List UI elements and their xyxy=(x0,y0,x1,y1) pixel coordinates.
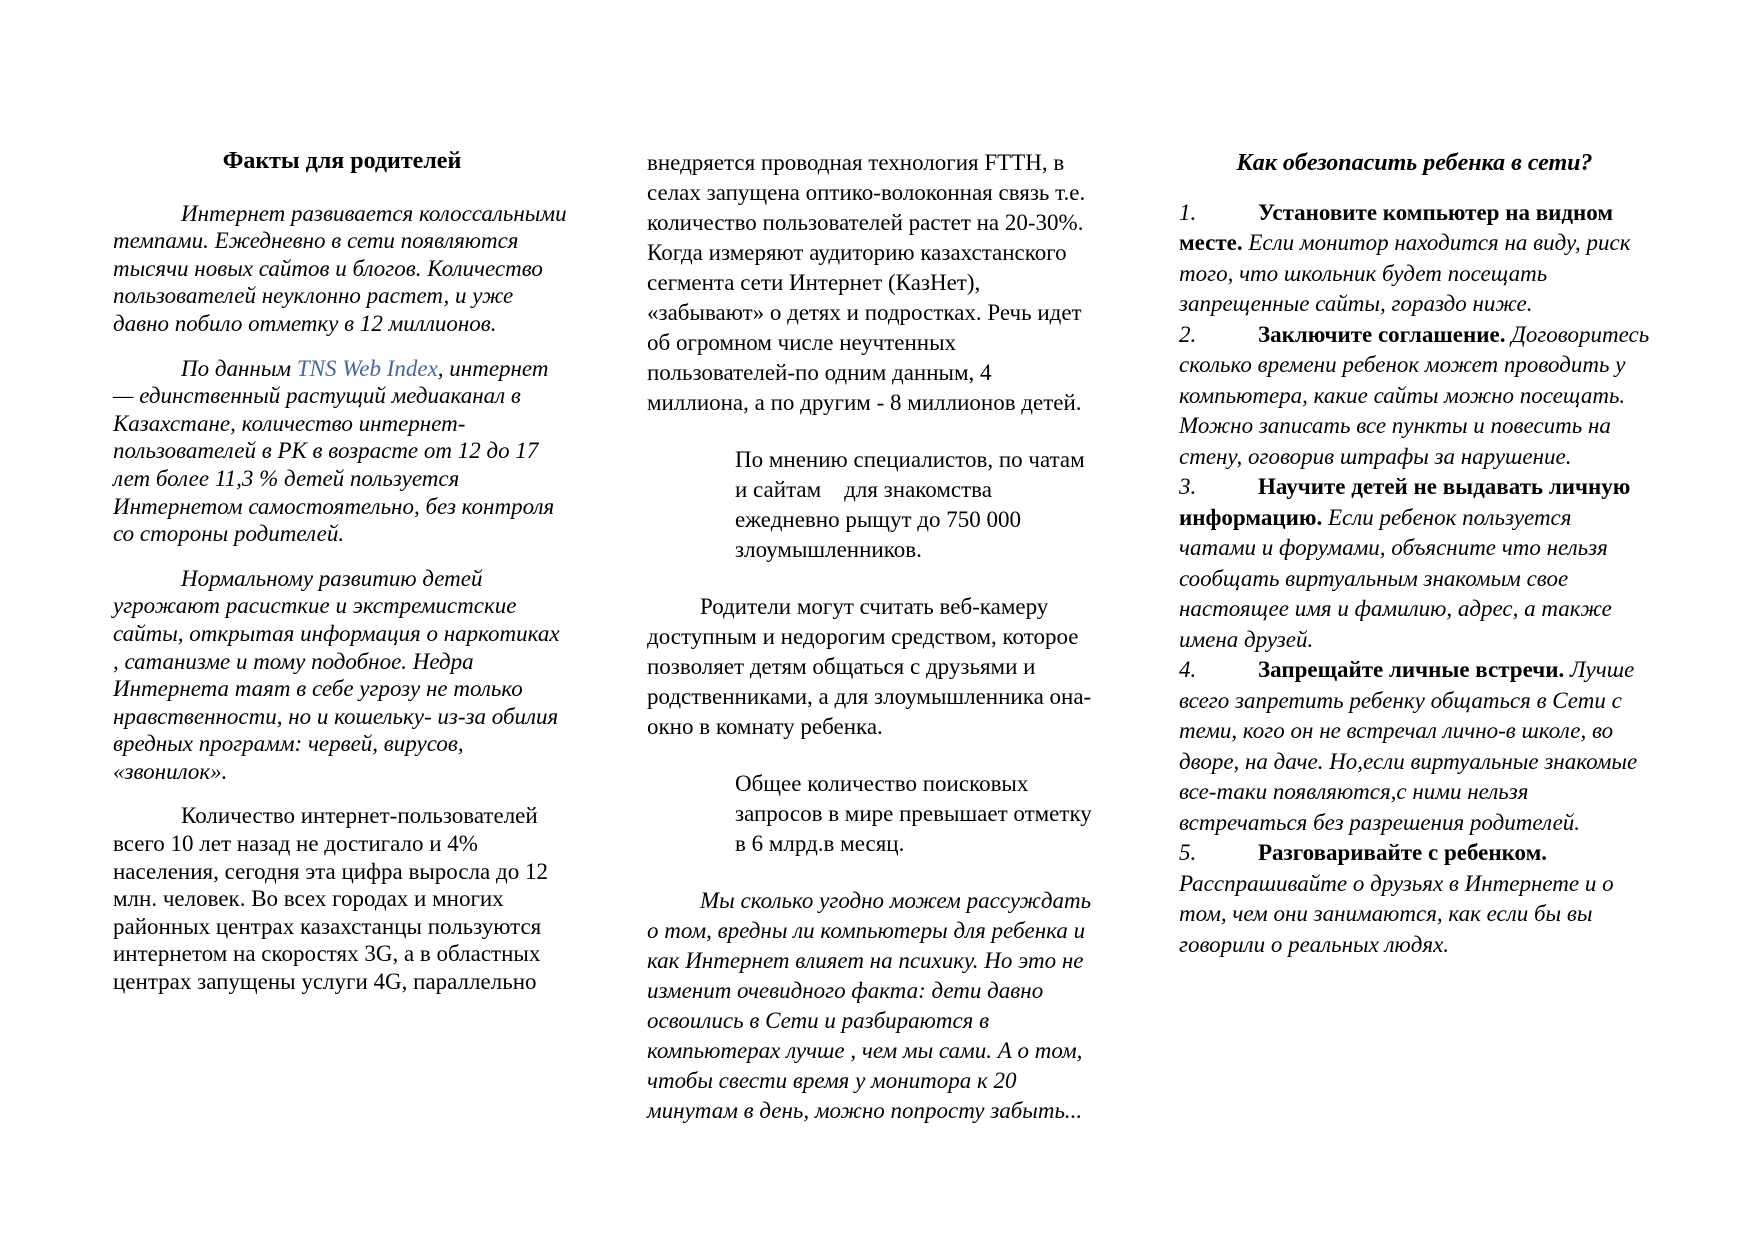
list-item-2 xyxy=(1179,320,1650,473)
item-heading: Установите компьютер на видном месте. xyxy=(1179,199,1613,255)
paragraph-user-count: Количество интернет-пользователей всего 10 лет назад не достигало и 4% населения, сегодня эта цифра выросла до 12 млн. человек. Во всех городах и многих районных центрах казахстанцы пользуются интернетом на скоростях 3G, а в областных центрах запущены услуги 4G, параллельно xyxy=(113,803,548,995)
item-number: 3. xyxy=(1179,474,1197,499)
item-number: 4. xyxy=(1179,657,1197,682)
item-heading: Разговаривайте с ребенком. xyxy=(1258,840,1548,865)
paragraph-ftth-technology: внедряется проводная технология FTTH, в селах запущена оптико-волоконная связь т.е. количество пользователей растет на 20-30%. Когда измеряют аудиторию казахстанского сегмента сети Интернет (КазНет), «забывают» о детях и подростках. Речь идет об огромном числе неучтенных пользователей-по одним данным, 4 миллиона, а по другим - 8 миллионов детей. xyxy=(647,150,1086,415)
paragraph-search-queries: Общее количество поисковых запросов в мире превышает отметку в 6 млрд.в месяц. xyxy=(735,771,1092,856)
paragraph-text-before-link: По данным xyxy=(181,355,297,381)
paragraph-harmful-sites: Нормальному развитию детей угрожают расисткие и экстремистские сайты, открытая информация о наркотиках , сатанизме и тому подобное. Недра Интернета таят в себе угрозу не только нравственности, но и кошельку- из-за обилия вредных программ: червей, вирусов, «звонилок». xyxy=(113,565,560,784)
paragraph-text-after-link: , интернет — единственный растущий медиаканал в Казахстане, количество интернет-пользователей в РК в возрасте от 12 до 17 лет более 11,3 % детей пользуется Интернетом самостоятельно, без контроля со стороны родителей. xyxy=(113,355,555,547)
paragraph-webcam: Родители могут считать веб-камеру доступным и недорогим средством, которое позволяет детям общаться с друзьями и родственниками, а для злоумышленника она- окно в комнату ребенка. xyxy=(647,594,1092,739)
list-item-3 xyxy=(1179,472,1650,655)
item-number: 2. xyxy=(1179,321,1197,347)
paragraph-predators-stat: По мнению специалистов, по чатам и сайтам для знакомства ежедневно рыщут до 750 000 злоумышленников. xyxy=(735,447,1091,562)
item-heading: Запрещайте личные встречи. xyxy=(1258,657,1565,682)
tns-web-index-link[interactable]: TNS Web Index xyxy=(296,355,438,381)
how-to-protect-title: Как обезопасить ребенка в сети? xyxy=(1236,150,1593,176)
list-item-4 xyxy=(1179,655,1650,838)
list-item-5 xyxy=(1179,838,1650,960)
item-number: 5. xyxy=(1179,840,1197,865)
item-number: 1. xyxy=(1179,199,1197,225)
item-body: Лучше всего запретить ребенку общаться в Сети с теми, кого он не встречал лично-в школе, во дворе, на даче. Но,если виртуальные знакомые все-таки появляются,с ними нельзя встречаться без разрешения родителей. xyxy=(1179,657,1638,835)
item-body: Договоритесь сколько времени ребенок может проводить у компьютера, какие сайты можно посещать. Можно записать все пункты и повесить на стену, оговорив штрафы за нарушение. xyxy=(1179,321,1650,469)
item-body: Если ребенок пользуется чатами и форумами, объясните что нельзя сообщать виртуальным знакомым свое настоящее имя и фамилию, адрес, а также имена друзей. xyxy=(1179,504,1612,652)
right-column xyxy=(1179,148,1650,960)
list-item-1 xyxy=(1179,198,1650,320)
item-heading: Научите детей не выдавать личную информацию. xyxy=(1179,474,1631,530)
item-heading: Заключите соглашение. xyxy=(1258,321,1506,347)
middle-column xyxy=(647,148,1092,1153)
paragraph-tns-web-index xyxy=(113,355,571,548)
facts-for-parents-title: Факты для родителей xyxy=(222,148,462,174)
left-column xyxy=(113,148,571,1013)
item-body: Расспрашивайте о друзьях в Интернете и о том, чем они занимаются, как если бы вы говорили о реальных людях. xyxy=(1179,870,1614,957)
paragraph-internet-growth: Интернет развивается колоссальными темпами. Ежедневно в сети появляются тысячи новых сайтов и блогов. Количество пользователей неуклонно растет, и уже давно побило отметку в 12 миллионов. xyxy=(113,200,567,336)
paragraph-conclusion: Мы сколько угодно можем рассуждать о том, вредны ли компьютеры для ребенка и как Интернет влияет на психику. Но это не изменит очевидного факта: дети давно освоились в Сети и разбираются в компьютерах лучше , чем мы сами. А о том, чтобы свести время у монитора к 20 минутам в день, можно попросту забыть... xyxy=(647,888,1092,1123)
item-body: Если монитор находится на виду, риск того, что школьник будет посещать запрещенные сайты, гораздо ниже. xyxy=(1179,230,1631,316)
